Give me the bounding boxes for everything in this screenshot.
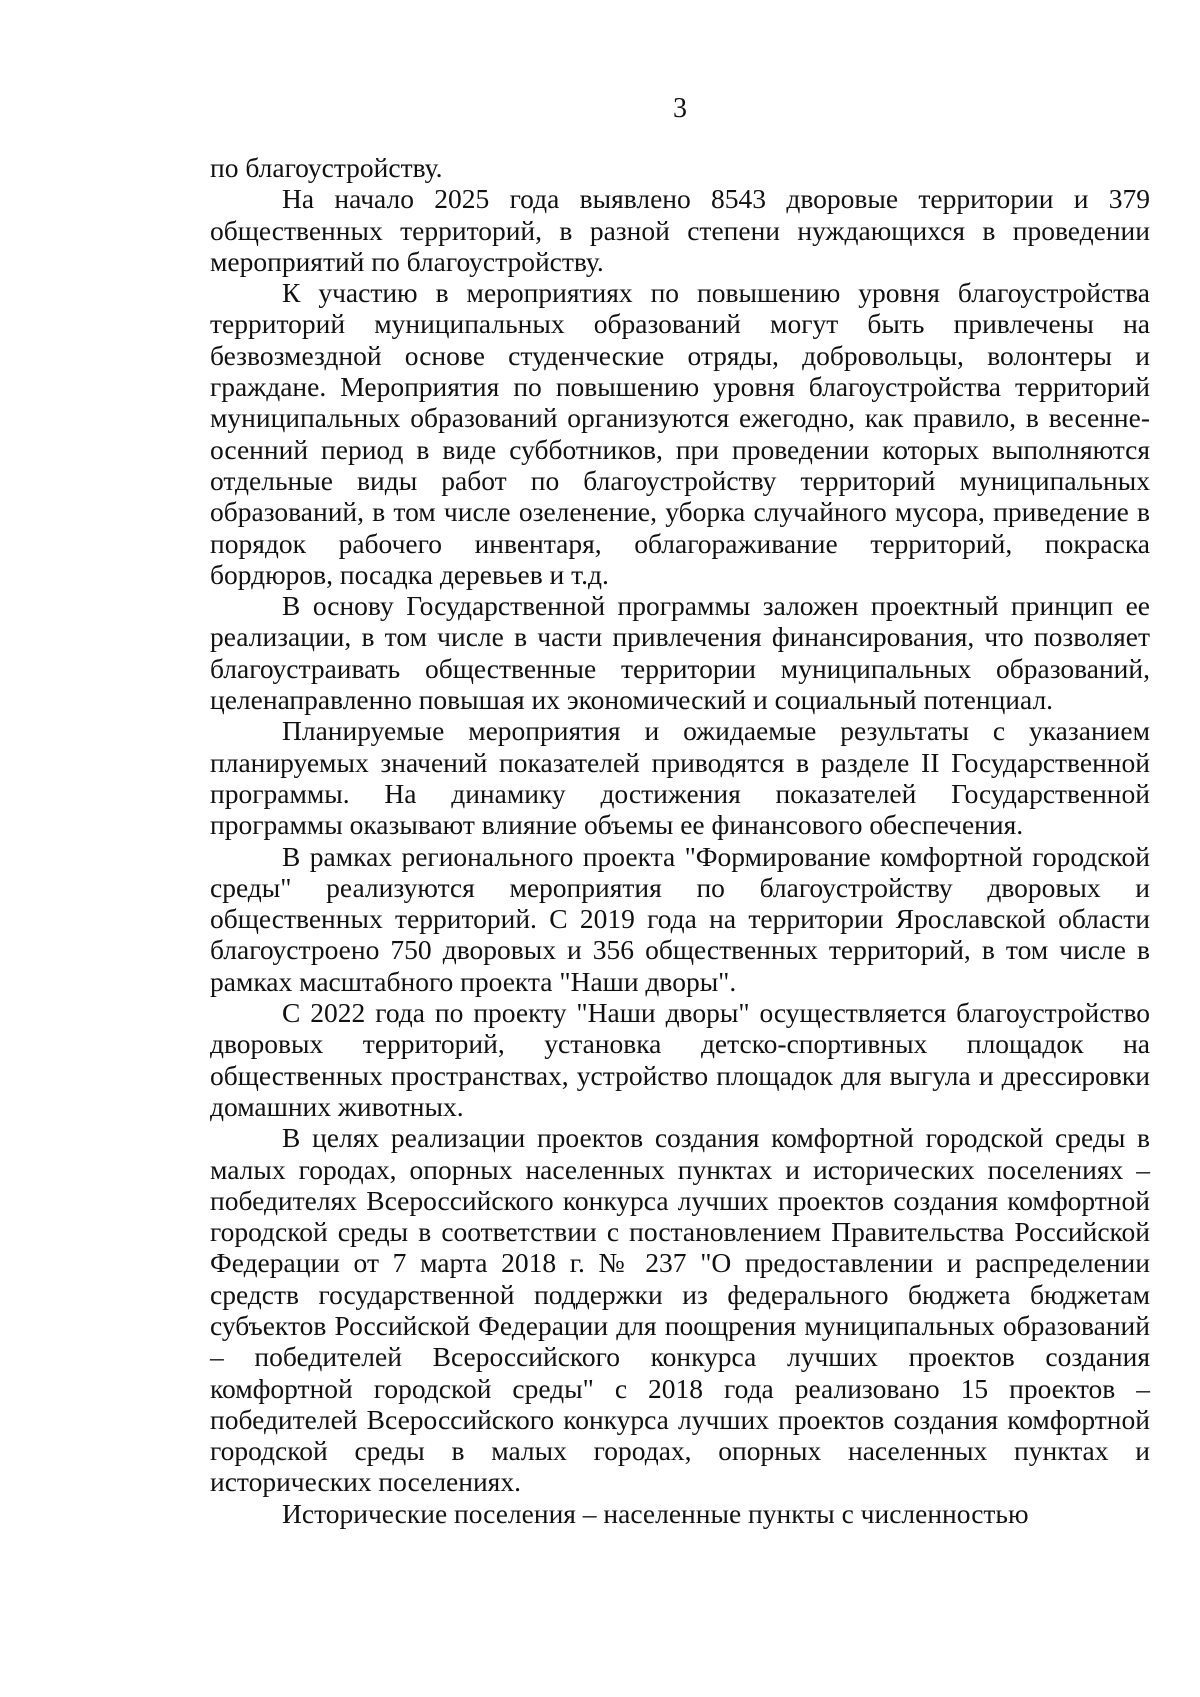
paragraph-9: Исторические поселения – населенные пункты с численностью	[282, 1497, 1029, 1529]
paragraph-1: по благоустройству.	[210, 152, 443, 183]
paragraph-6: В рамках регионального проекта "Формирование комфортной городской среды" реализуются мероприятия по благоустройству дворовых и общественных территорий. С 2019 года на территории Ярославской области благоустроено 750 дворовых и 356 общественных территорий, в том числе в рамках масштабного проекта "Наши дворы".	[210, 840, 1150, 997]
paragraph-7: С 2022 года по проекту "Наши дворы" осуществляется благоустройство дворовых территорий, установка детско-спортивных площадок на общественных пространствах, устройство площадок для выгула и дрессировки домашних животных.	[210, 997, 1150, 1122]
paragraph-5: Планируемые мероприятия и ожидаемые результаты с указанием планируемых значений показателей приводятся в разделе II Государственной программы. На динамику достижения показателей Государственной программы оказывают влияние объемы ее финансового обеспечения.	[210, 715, 1150, 841]
document-body	[210, 152, 1150, 1529]
paragraph-8: В целях реализации проектов создания комфортной городской среды в малых городах, опорных населенных пунктах и исторических поселениях – победителях Всероссийского конкурса лучших проектов создания комфортной городской среды в соответствии с постановлением Правительства Российской Федерации от 7 марта 2018 г. № 237 "О предоставлении и распределении средств государственной поддержки из федерального бюджета бюджетам субъектов Российской Федерации для поощрения муниципальных образований – победителей Всероссийского конкурса лучших проектов создания комфортной городской среды" с 2018 года реализовано 15 проектов – победителей Всероссийского конкурса лучших проектов создания комфортной городской среды в малых городах, опорных населенных пунктах и исторических поселениях.	[210, 1122, 1150, 1498]
paragraph-3: К участию в мероприятиях по повышению уровня благоустройства территорий муниципальных образований могут быть привлечены на безвозмездной основе студенческие отряды, добровольцы, волонтеры и граждане. Мероприятия по повышению уровня благоустройства территорий муниципальных образований организуются ежегодно, как правило, в весенне-осенний период в виде субботников, при проведении которых выполняются отдельные виды работ по благоустройству территорий муниципальных образований, в том числе озеленение, уборка случайного мусора, приведение в порядок рабочего инвентаря, облагораживание территорий, покраска бордюров, посадка деревьев и т.д.	[210, 277, 1150, 590]
paragraph-4: В основу Государственной программы заложен проектный принцип ее реализации, в том числе в части привлечения финансирования, что позволяет благоустраивать общественные территории муниципальных образований, целенаправленно повышая их экономический и социальный потенциал.	[210, 590, 1150, 716]
paragraph-2: На начало 2025 года выявлено 8543 дворовые территории и 379 общественных территорий, в разной степени нуждающихся в проведении мероприятий по благоустройству.	[210, 183, 1150, 277]
page-number: 3	[673, 93, 687, 124]
